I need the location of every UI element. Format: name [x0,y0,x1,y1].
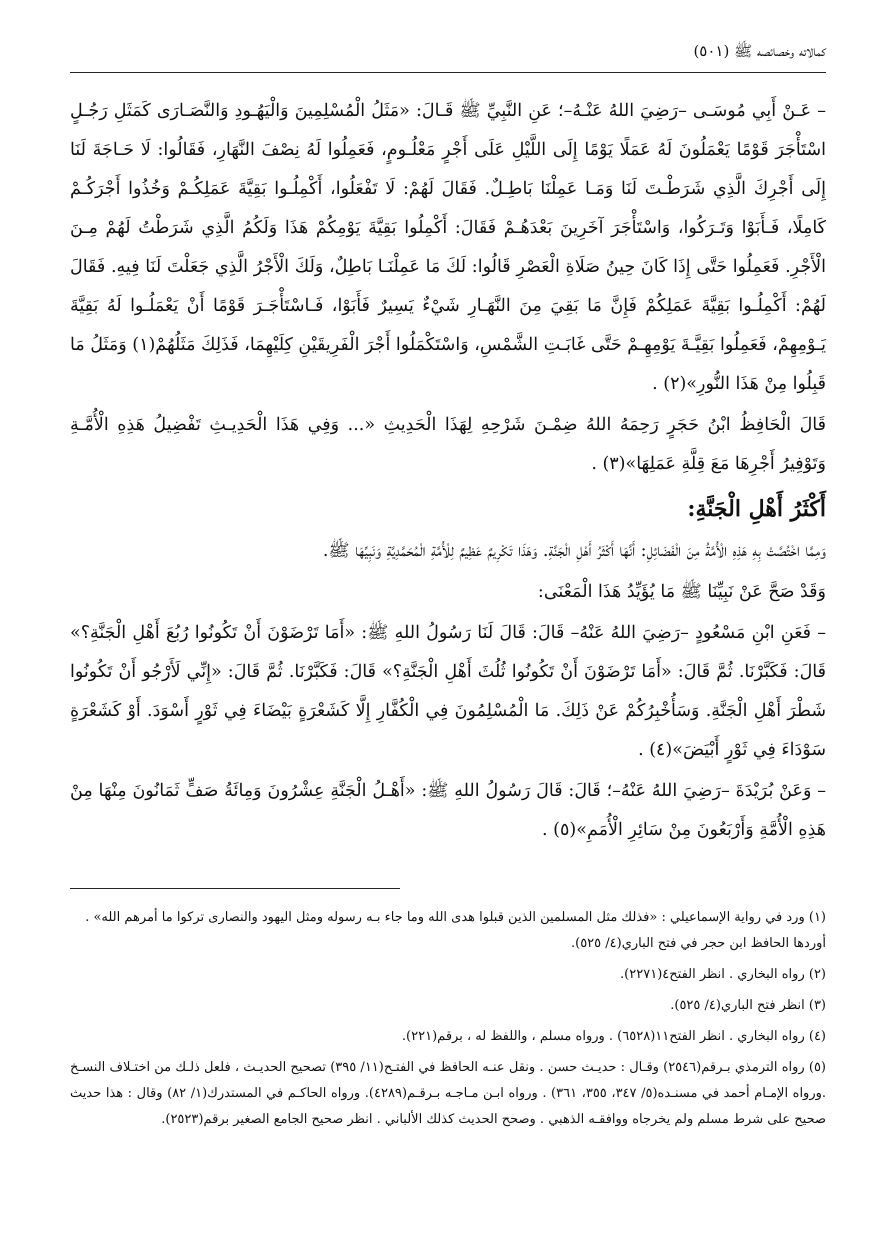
footnote: (٤) رواه البخاري . انظر الفتح١١(٦٥٢٨) . ورواه مسلم ، واللفظ له ، برقم(٢٢١). [401,1029,826,1044]
section-heading: أَكْثَرُ أَهْلِ الْجَنَّةِ: [687,496,826,522]
footnote [70,905,826,957]
footnote: (٥) رواه الترمذي بـرقم(٢٥٤٦) وقـال : حديـث حسن . ونقل عنـه الحافظ في الفتـح(١١/ ٣٩٥) تصحيح الحديـث ، فلعل ذلـك من اختـلاف النسـخ .ورواه الإمـام أحمد في مسنـده(٥/ ٣٤٧، ٣٥٥، ٣٦١) . ورواه ابـن مـاجـه بـرقـم(٤٢٨٩). ورواه الحاكـم في المستدرك(١/ ٨٢) وقال : هذا حديث صحيح على شرط مسلم ولم يخرجاه ووافقـه الذهبي . وصحح الحديث كذلك الألباني . انظر صحيح الجامع الصغير برقم(٢٥٢٣). [70,1060,827,1127]
hadith-paragraph: – فَعَنِ ابْنِ مَسْعُودٍ –رَضِيَ اللهُ عَنْهُ– قَالَ: قَالَ لَنَا رَسُولُ اللهِ ﷺ: «أَمَا تَرْضَوْنَ أَنْ تَكُونُوا رُبُعَ أَهْلِ الْجَنَّةِ؟» قَالَ: فَكَبَّرْنَا. ثُمَّ قَالَ: «أَمَا تَرْضَوْنَ أَنْ تَكُونُوا ثُلُثَ أَهْلِ الْجَنَّةِ؟» قَالَ: فَكَبَّرْنَا. ثُمَّ قَالَ: «إِنِّي لَأَرْجُو أَنْ تَكُونُوا شَطْرَ أَهْلِ الْجَنَّةِ. وَسَأُخْبِرُكُمْ عَنْ ذَلِكَ. مَا الْمُسْلِمُونَ فِي الْكُفَّارِ إِلَّا كَشَعْرَةٍ بَيْضَاءَ فِي ثَوْرٍ أَسْوَدَ. أَوْ كَشَعْرَةٍ سَوْدَاءَ فِي ثَوْرٍ أَبْيَضَ»(٤) . [70,623,826,760]
page-header [70,42,826,72]
footnote-continuation: أوردها الحافظ ابن حجر في فتح الباري(٤/ ٥٢٥). [570,936,826,951]
hadith-paragraph: – عَـنْ أَبِي مُوسَـى –رَضِيَ اللهُ عَنْـهُ–؛ عَنِ النَّبِيِّ ﷺ قَـالَ: «مَثَلُ الْمُسْلِمِينَ وَالْيَهُـودِ وَالنَّصَـارَى كَمَثَلِ رَجُـلٍ اسْتَأْجَرَ قَوْمًا يَعْمَلُونَ لَهُ عَمَلًا يَوْمًا إِلَى اللَّيْلِ عَلَى أَجْرٍ مَعْلُـومٍ، فَعَمِلُوا لَهُ نِصْفَ النَّهَارِ، فَقَالُوا: لَا حَـاجَةَ لَنَا إِلَى أَجْرِكَ الَّذِي شَرَطْـتَ لَنَا وَمَـا عَمِلْنَا بَاطِـلٌ. فَقَالَ لَهُمْ: لَا تَفْعَلُوا، أَكْمِلُـوا بَقِيَّةَ عَمَلِكُـمْ وَخُذُوا أَجْرَكُـمْ كَامِلًا، فَـأَبَوْا وَتَـرَكُوا، وَاسْتَأْجَرَ آخَرِينَ بَعْدَهُـمْ فَقَالَ: أَكْمِلُوا بَقِيَّةَ يَوْمِكُمْ هَذَا وَلَكُمُ الَّذِي شَرَطْتُ لَهُمْ مِـنَ الْأَجْرِ. فَعَمِلُوا حَتَّى إِذَا كَانَ حِينُ صَلَاةِ الْعَصْرِ قَالُوا: لَكَ مَا عَمِلْنَـا بَاطِلٌ، وَلَكَ الْأَجْرُ الَّذِي جَعَلْتَ لَنَا فِيهِ. فَقَالَ لَهُمْ: أَكْمِلُـوا بَقِيَّةَ عَمَلِكُمْ فَإِنَّ مَا بَقِيَ مِنَ النَّهَـارِ شَيْءٌ يَسِيرٌ فَأَبَوْا، فَـاسْتَأْجَـرَ قَوْمًا أَنْ يَعْمَلُـوا لَهُ بَقِيَّةَ يَـوْمِهِمْ، فَعَمِلُوا بَقِيَّـةَ يَوْمِهِـمْ حَتَّى غَابَـتِ الشَّمْسِ، وَاسْتَكْمَلُوا أَجْرَ الْفَرِيقَيْنِ كِلَيْهِمَا، فَذَلِكَ مَثَلُهُمْ(١) وَمَثَلُ مَا قَبِلُوا مِنْ هَذَا النُّورِ»(٢) . [70,101,826,394]
footnote-divider [70,888,400,889]
intro-paragraph: وَمِمَّا اخْتُصَّتْ بِهِ هَذِهِ الْأُمَّةُ مِنَ الْفَضَائِلِ: أَنَّهَا أَكْثَرُ أَهْلِ الْجَنَّةِ. وَهَذَا تَكْرِيمٌ عَظِيمٌ لِلْأُمَّةِ الْمُحَمَّدِيَّةِ وَنَبِيِّهَا ﷺ. [322,541,826,561]
header-divider [70,72,826,73]
footnote-text: (١) ورد في رواية الإسماعيلي : «فذلك مثل المسلمين الذين قبلوا هدى الله وما جاء بـه رسوله ومثل اليهود والنصارى تركوا ما أمرهم الله» . [85,910,826,925]
commentary-paragraph: قَالَ الْحَافِظُ ابْنُ حَجَرٍ رَحِمَهُ اللهُ ضِمْـنَ شَرْحِهِ لِهَذَا الْحَدِيثِ «... وَفِي هَذَا الْحَدِيـثِ تَفْضِيلُ هَذِهِ الْأُمَّـةِ وَتَوْفِيرُ أَجْرِهَا مَعَ قِلَّةِ عَمَلِهَا»(٣) . [70,415,826,474]
running-title: كمالاته وخصائصه ﷺ (٥٠١) [693,42,826,60]
footnotes [70,905,826,1138]
intro-paragraph: وَقَدْ صَحَّ عَنْ نَبِيِّنَا ﷺ مَا يُؤَيِّدُ هَذَا الْمَعْنَى: [537,582,826,602]
footnote: (٢) رواه البخاري . انظر الفتح٤(٢٢٧١). [620,967,826,982]
footnote: (٣) انظر فتح الباري(٤/ ٥٢٥). [670,998,826,1013]
main-text [70,92,826,852]
hadith-paragraph: – وَعَنْ بُرَيْدَةَ –رَضِيَ اللهُ عَنْهُ–؛ قَالَ: قَالَ رَسُولُ اللهِ ﷺ: «أَهْـلُ الْجَنَّةِ عِشْرُونَ وَمِائَةُ صَفٍّ ثَمَانُونَ مِنْهَا مِنْ هَذِهِ الْأُمَّةِ وَأَرْبَعُونَ مِنْ سَائِرِ الْأُمَمِ»(٥) . [70,781,826,840]
